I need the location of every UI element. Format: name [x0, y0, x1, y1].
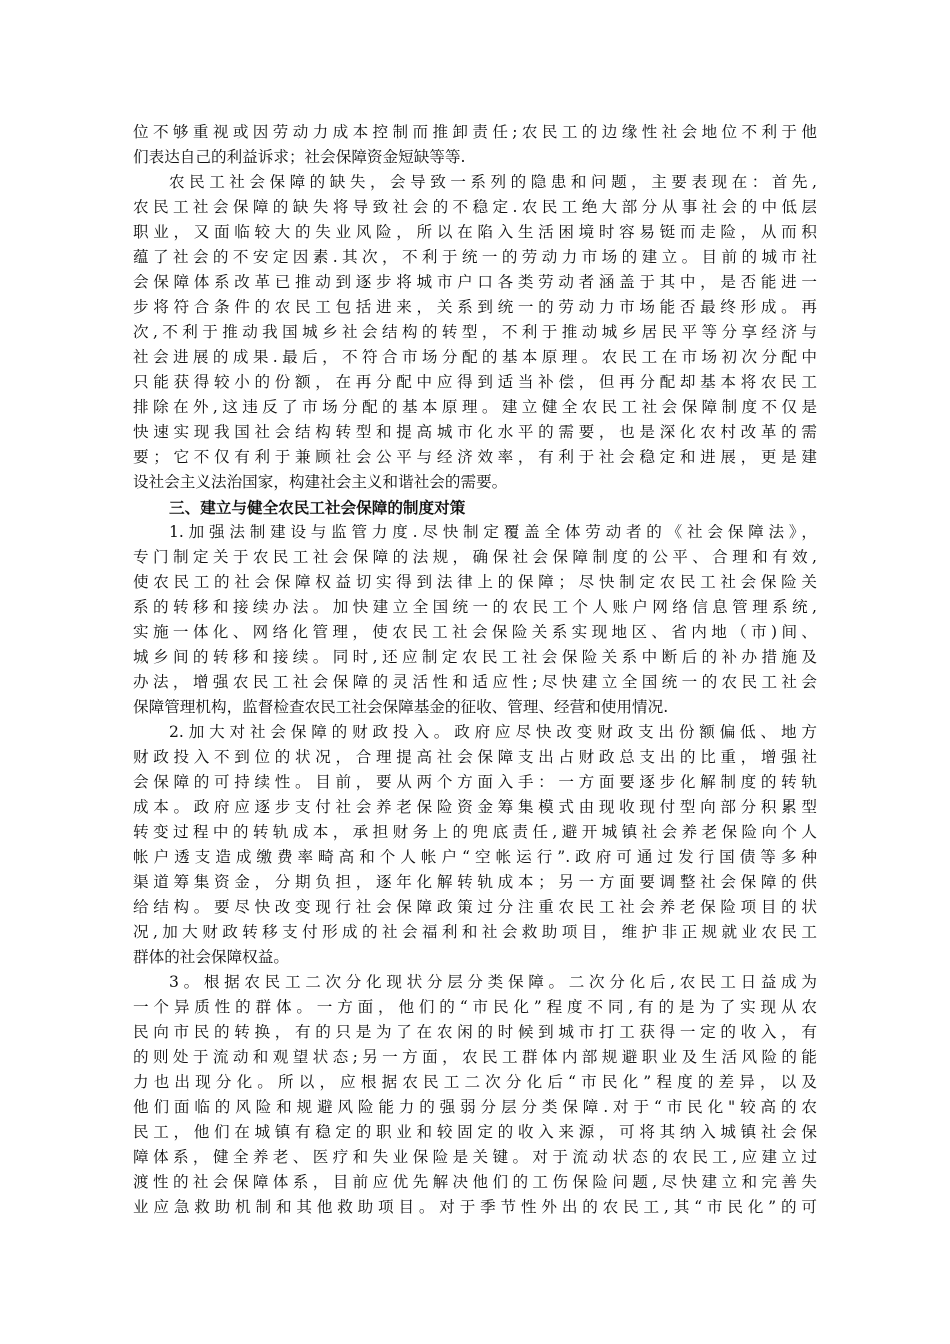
text-line: 一个异质性的群体。一方面，他们的“市民化”程度不同,有的是为了实现从农 [133, 998, 817, 1016]
text-line: 城乡间的转移和接续。同时,还应制定农民工社会保险关系中断后的补办措施及 [133, 648, 817, 666]
text-line: 办法，增强农民工社会保障的灵活性和适应性;尽快建立全国统一的农民工社会 [133, 673, 817, 691]
text-line: 转变过程中的转轨成本，承担财务上的兜底责任,避开城镇社会养老保险向个人 [133, 823, 817, 841]
text-line: 农民工社会保障的缺失将导致社会的不稳定.农民工绝大部分从事社会的中低层 [133, 198, 817, 216]
text-line: 障体系，健全养老、医疗和失业保险是关键。对于流动状态的农民工,应建立过 [133, 1148, 817, 1166]
text-line: 民向市民的转换，有的只是为了在农闲的时候到城市打工获得一定的收入，有 [133, 1023, 817, 1041]
text-line: 民工，他们在城镇有稳定的职业和较固定的收入来源，可将其纳入城镇社会保 [133, 1123, 817, 1141]
text-line: 业应急救助机制和其他救助项目。对于季节性外出的农民工,其“市民化”的可 [133, 1198, 817, 1216]
text-line: 2.加大对社会保障的财政投入。政府应尽快改变财政支出份额偏低、地方 [169, 723, 817, 741]
text-line: 系的转移和接续办法。加快建立全国统一的农民工个人账户网络信息管理系统, [133, 598, 817, 616]
text-line: 蕴了社会的不安定因素.其次，不利于统一的劳动力市场的建立。目前的城市社 [133, 248, 817, 266]
text-line: 1.加强法制建设与监管力度.尽快制定覆盖全体劳动者的《社会保障法》， [169, 523, 817, 541]
text-line: 实施一体化、网络化管理，使农民工社会保险关系实现地区、省内地（市)间、 [133, 623, 817, 641]
text-line: 职业，又面临较大的失业风险，所以在陷入生活困境时容易铤而走险，从而积 [133, 223, 817, 241]
text-line: 保障管理机构，监督检查农民工社会保障基金的征收、管理、经营和使用情况. [133, 698, 669, 716]
text-line: 给结构。要尽快改变现行社会保障政策过分注重农民工社会养老保险项目的状 [133, 898, 817, 916]
text-line: 力也出现分化。所以，应根据农民工二次分化后“市民化”程度的差异，以及 [133, 1073, 817, 1091]
text-line: 排除在外,这违反了市场分配的基本原理。建立健全农民工社会保障制度不仅是 [133, 398, 817, 416]
text-line: 渠道筹集资金，分期负担，逐年化解转轨成本；另一方面要调整社会保障的供 [133, 873, 817, 891]
text-line: 财政投入不到位的状况，合理提高社会保障支出占财政总支出的比重，增强社 [133, 748, 817, 766]
text-line: 成本。政府应逐步支付社会养老保险资金筹集模式由现收现付型向部分积累型 [133, 798, 817, 816]
section-heading: 三、建立与健全农民工社会保障的制度对策 [169, 498, 466, 517]
text-line: 步将符合条件的农民工包括进来，关系到统一的劳动力市场能否最终形成。再 [133, 298, 817, 316]
text-line: 渡性的社会保障体系，目前应优先解决他们的工伤保险问题,尽快建立和完善失 [133, 1173, 817, 1191]
document-body [133, 120, 817, 1220]
text-line: 们表达自己的利益诉求；社会保障资金短缺等等. [133, 148, 466, 166]
text-line: 农民工社会保障的缺失，会导致一系列的隐患和问题，主要表现在：首先, [169, 173, 817, 191]
text-line: 只能获得较小的份额，在再分配中应得到适当补偿，但再分配却基本将农民工 [133, 373, 817, 391]
text-line: 3。根据农民工二次分化现状分层分类保障。二次分化后,农民工日益成为 [169, 973, 817, 991]
text-line: 群体的社会保障权益。 [133, 948, 289, 966]
text-line: 次,不利于推动我国城乡社会结构的转型，不利于推动城乡居民平等分享经济与 [133, 323, 817, 341]
text-line: 要；它不仅有利于兼顾社会公平与经济效率，有利于社会稳定和进展，更是建 [133, 448, 817, 466]
text-line: 况,加大财政转移支付形成的社会福利和社会救助项目，维护非正规就业农民工 [133, 923, 817, 941]
text-line: 会保障的可持续性。目前，要从两个方面入手：一方面要逐步化解制度的转轨 [133, 773, 817, 791]
text-line: 快速实现我国社会结构转型和提高城市化水平的需要，也是深化农村改革的需 [133, 423, 817, 441]
text-line: 位不够重视或因劳动力成本控制而推卸责任;农民工的边缘性社会地位不利于他 [133, 123, 817, 141]
text-line: 帐户透支造成缴费率畸高和个人帐户“空帐运行”.政府可通过发行国债等多种 [133, 848, 817, 866]
text-line: 社会进展的成果.最后，不符合市场分配的基本原理。农民工在市场初次分配中 [133, 348, 817, 366]
text-line: 的则处于流动和观望状态;另一方面，农民工群体内部规避职业及生活风险的能 [133, 1048, 817, 1066]
text-line: 专门制定关于农民工社会保障的法规，确保社会保障制度的公平、合理和有效, [133, 548, 817, 566]
text-line: 他们面临的风险和规避风险能力的强弱分层分类保障.对于“市民化"较高的农 [133, 1098, 817, 1116]
text-line: 会保障体系改革已推动到逐步将城市户口各类劳动者涵盖于其中，是否能进一 [133, 273, 817, 291]
text-line: 使农民工的社会保障权益切实得到法律上的保障；尽快制定农民工社会保险关 [133, 573, 817, 591]
text-line: 设社会主义法治国家，构建社会主义和谐社会的需要。 [133, 473, 508, 491]
